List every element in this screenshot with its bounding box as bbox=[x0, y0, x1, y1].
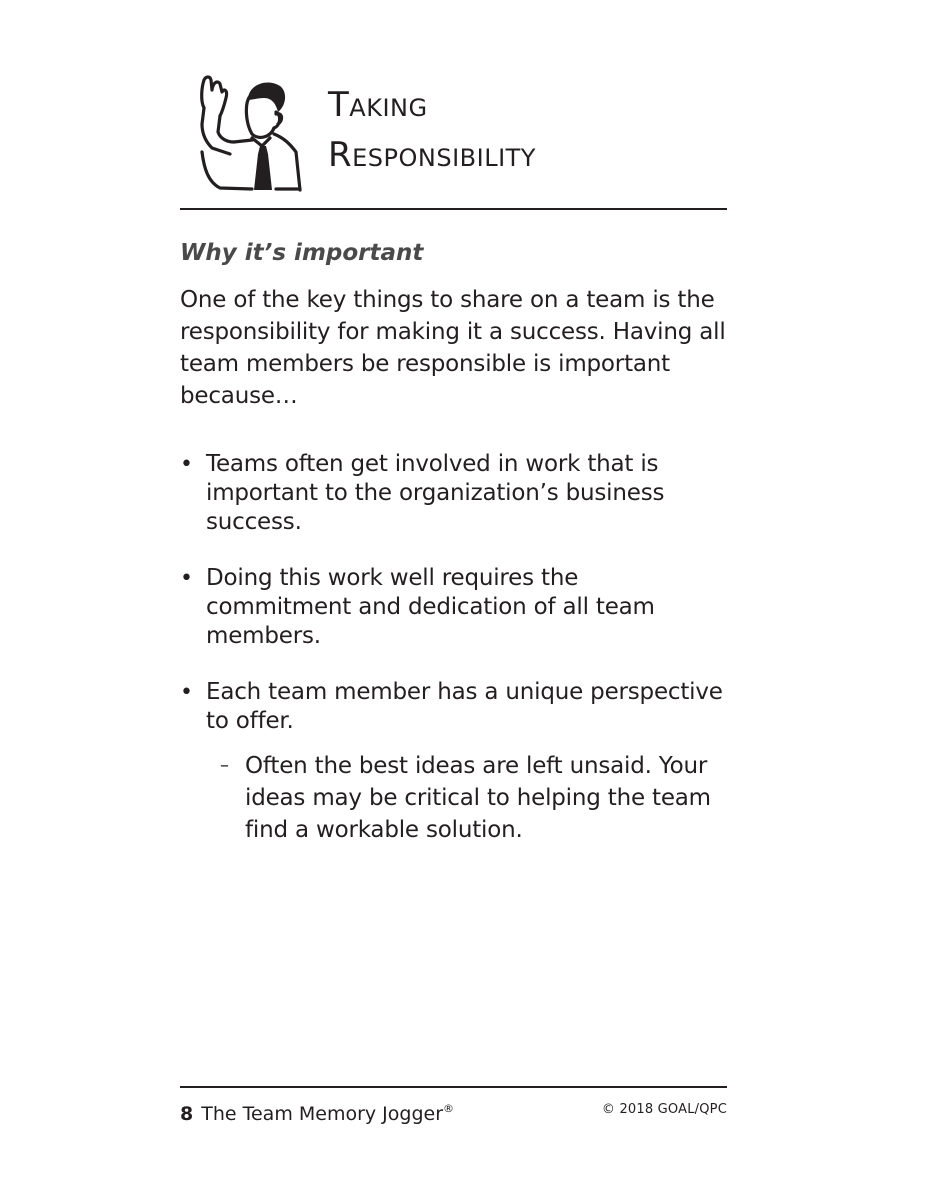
bullet-marker: • bbox=[180, 680, 193, 705]
copyright-notice: © 2018 GOAL/QPC bbox=[601, 1102, 727, 1117]
page-header bbox=[180, 70, 726, 210]
bullet-text: Doing this work well requires the commitment and dedication of all team members. bbox=[206, 565, 655, 649]
title-line-2: Responsibility bbox=[328, 135, 536, 175]
bullet-item bbox=[180, 678, 730, 846]
bullet-marker: • bbox=[180, 452, 193, 477]
registered-mark: ® bbox=[443, 1102, 455, 1115]
section-heading: Why it’s important bbox=[180, 240, 424, 266]
bullet-item bbox=[180, 450, 730, 537]
footer-divider bbox=[180, 1086, 727, 1088]
bullet-item bbox=[180, 564, 730, 651]
book-title: The Team Memory Jogger bbox=[201, 1103, 444, 1125]
bullet-marker: • bbox=[180, 566, 193, 591]
footer-book-info bbox=[180, 1096, 454, 1127]
bullet-text: Teams often get involved in work that is important to the organization’s business success. bbox=[206, 451, 665, 535]
sub-bullet-item bbox=[206, 750, 730, 846]
page-title bbox=[328, 85, 536, 188]
title-line-1: Taking bbox=[328, 85, 428, 125]
bullet-list bbox=[180, 450, 730, 846]
sub-bullet-marker: – bbox=[220, 755, 229, 776]
sub-bullet-list bbox=[206, 750, 730, 846]
main-content bbox=[180, 236, 730, 873]
person-raising-hand-icon bbox=[190, 72, 302, 192]
header-divider bbox=[180, 208, 727, 210]
page-number: 8 bbox=[180, 1103, 194, 1125]
sub-bullet-text: Often the best ideas are left unsaid. Your ideas may be critical to helping the team find a workable solution. bbox=[245, 753, 711, 843]
bullet-text: Each team member has a unique perspective to offer. bbox=[206, 679, 723, 734]
intro-paragraph: One of the key things to share on a team is the responsibility for making it a success. Having all team members be responsible is important because… bbox=[180, 287, 726, 409]
